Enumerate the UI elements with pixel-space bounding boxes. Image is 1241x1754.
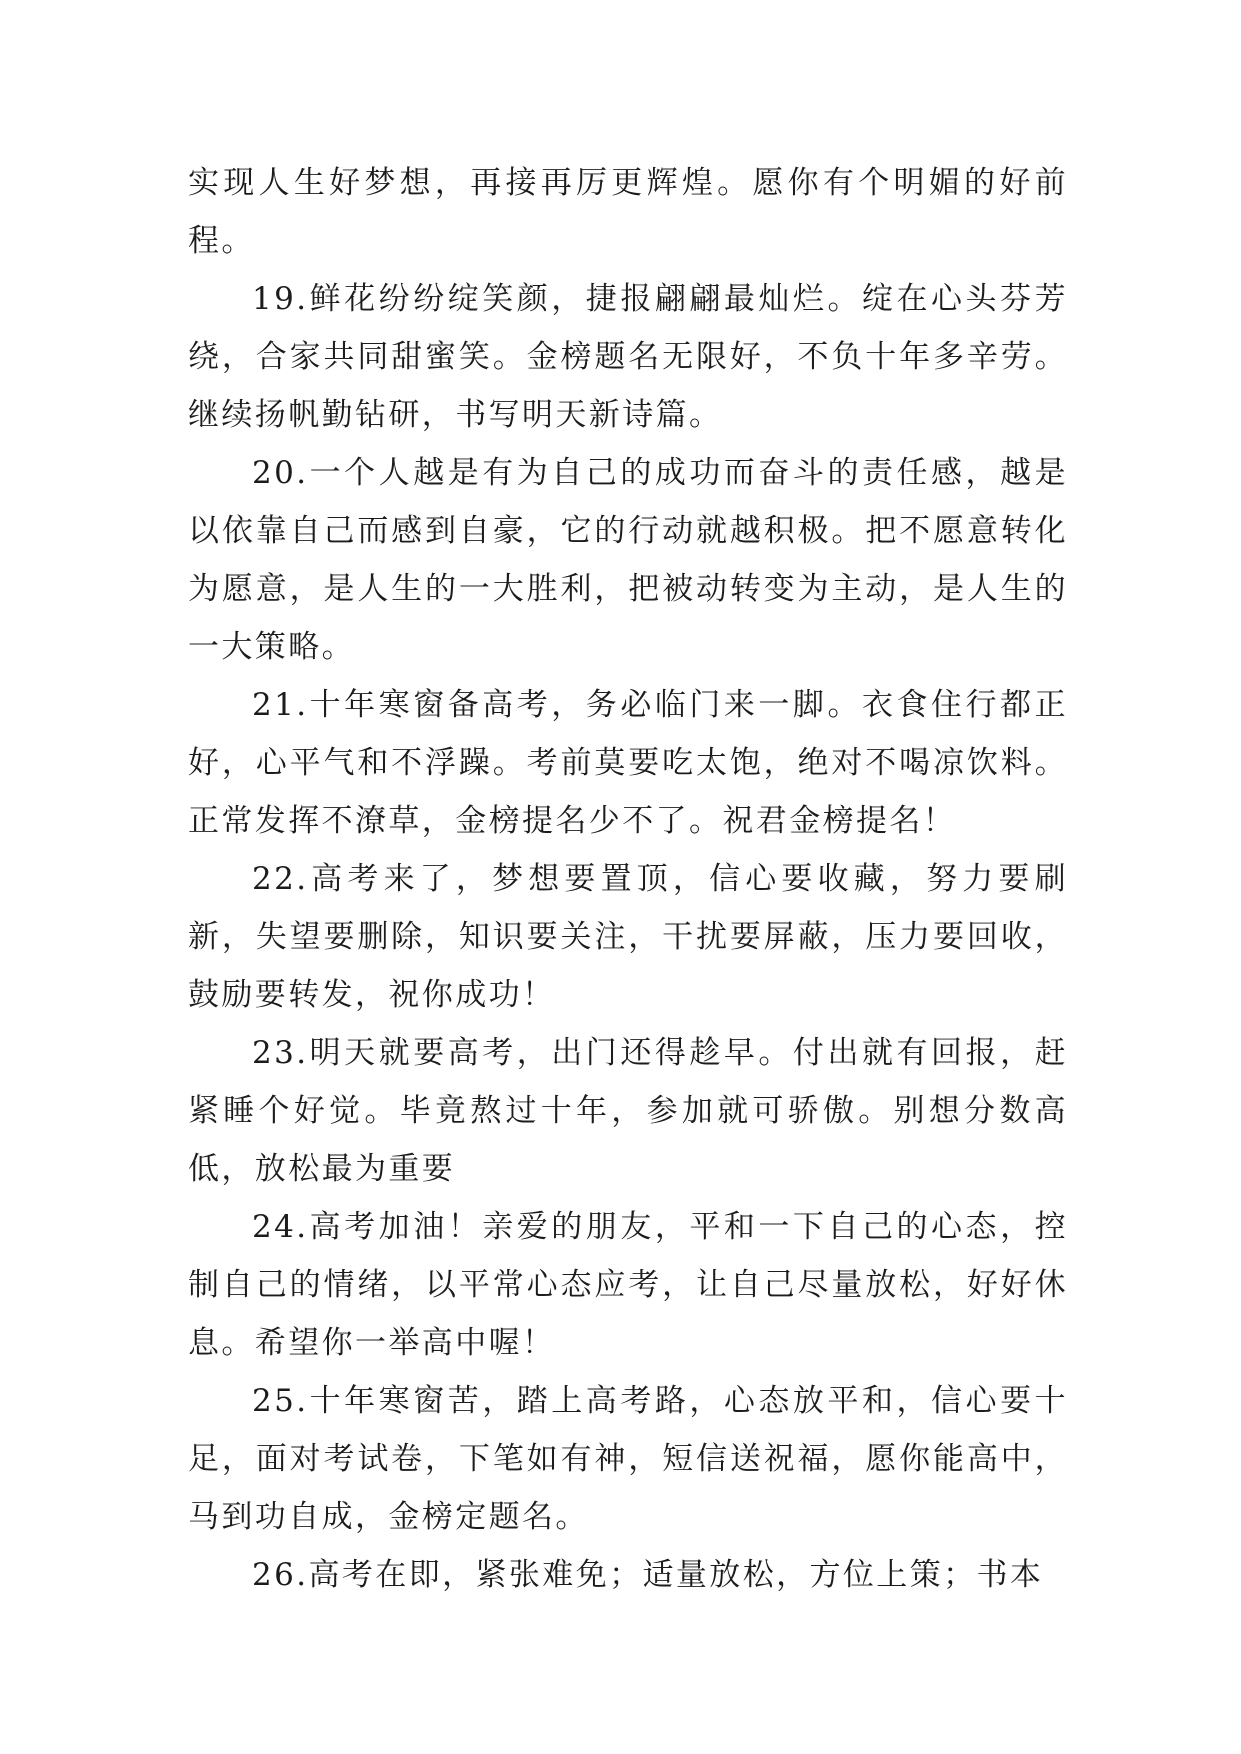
paragraph-22: 22.高考来了，梦想要置顶，信心要收藏，努力要刷新，失望要删除，知识要关注，干扰要屏蔽，压力要回收，鼓励要转发，祝你成功！ — [188, 861, 1068, 1013]
paragraph-20: 20.一个人越是有为自己的成功而奋斗的责任感，越是以依靠自己而感到自豪，它的行动就越积极。把不愿意转化为愿意，是人生的一大胜利，把被动转变为主动，是人生的一大策略。 — [188, 455, 1068, 665]
document-body — [188, 154, 1068, 1604]
paragraph-24: 24.高考加油！亲爱的朋友，平和一下自己的心态，控制自己的情绪，以平常心态应考，让自己尽量放松，好好休息。希望你一举高中喔！ — [188, 1209, 1068, 1361]
paragraph-continuation: 实现人生好梦想，再接再厉更辉煌。愿你有个明媚的好前程。 — [188, 165, 1068, 259]
paragraph-23: 23.明天就要高考，出门还得趁早。付出就有回报，赶紧睡个好觉。毕竟熬过十年，参加就可骄傲。别想分数高低，放松最为重要 — [188, 1035, 1068, 1187]
paragraph-25: 25.十年寒窗苦，踏上高考路，心态放平和，信心要十足，面对考试卷，下笔如有神，短信送祝福，愿你能高中，马到功自成，金榜定题名。 — [188, 1383, 1068, 1535]
paragraph-21: 21.十年寒窗备高考，务必临门来一脚。衣食住行都正好，心平气和不浮躁。考前莫要吃太饱，绝对不喝凉饮料。正常发挥不潦草，金榜提名少不了。祝君金榜提名！ — [188, 687, 1068, 839]
paragraph-26: 26.高考在即，紧张难免；适量放松，方位上策；书本 — [252, 1557, 1044, 1593]
paragraph-19: 19.鲜花纷纷绽笑颜，捷报翩翩最灿烂。绽在心头芬芳绕，合家共同甜蜜笑。金榜题名无限好，不负十年多辛劳。继续扬帆勤钻研，书写明天新诗篇。 — [188, 281, 1068, 433]
